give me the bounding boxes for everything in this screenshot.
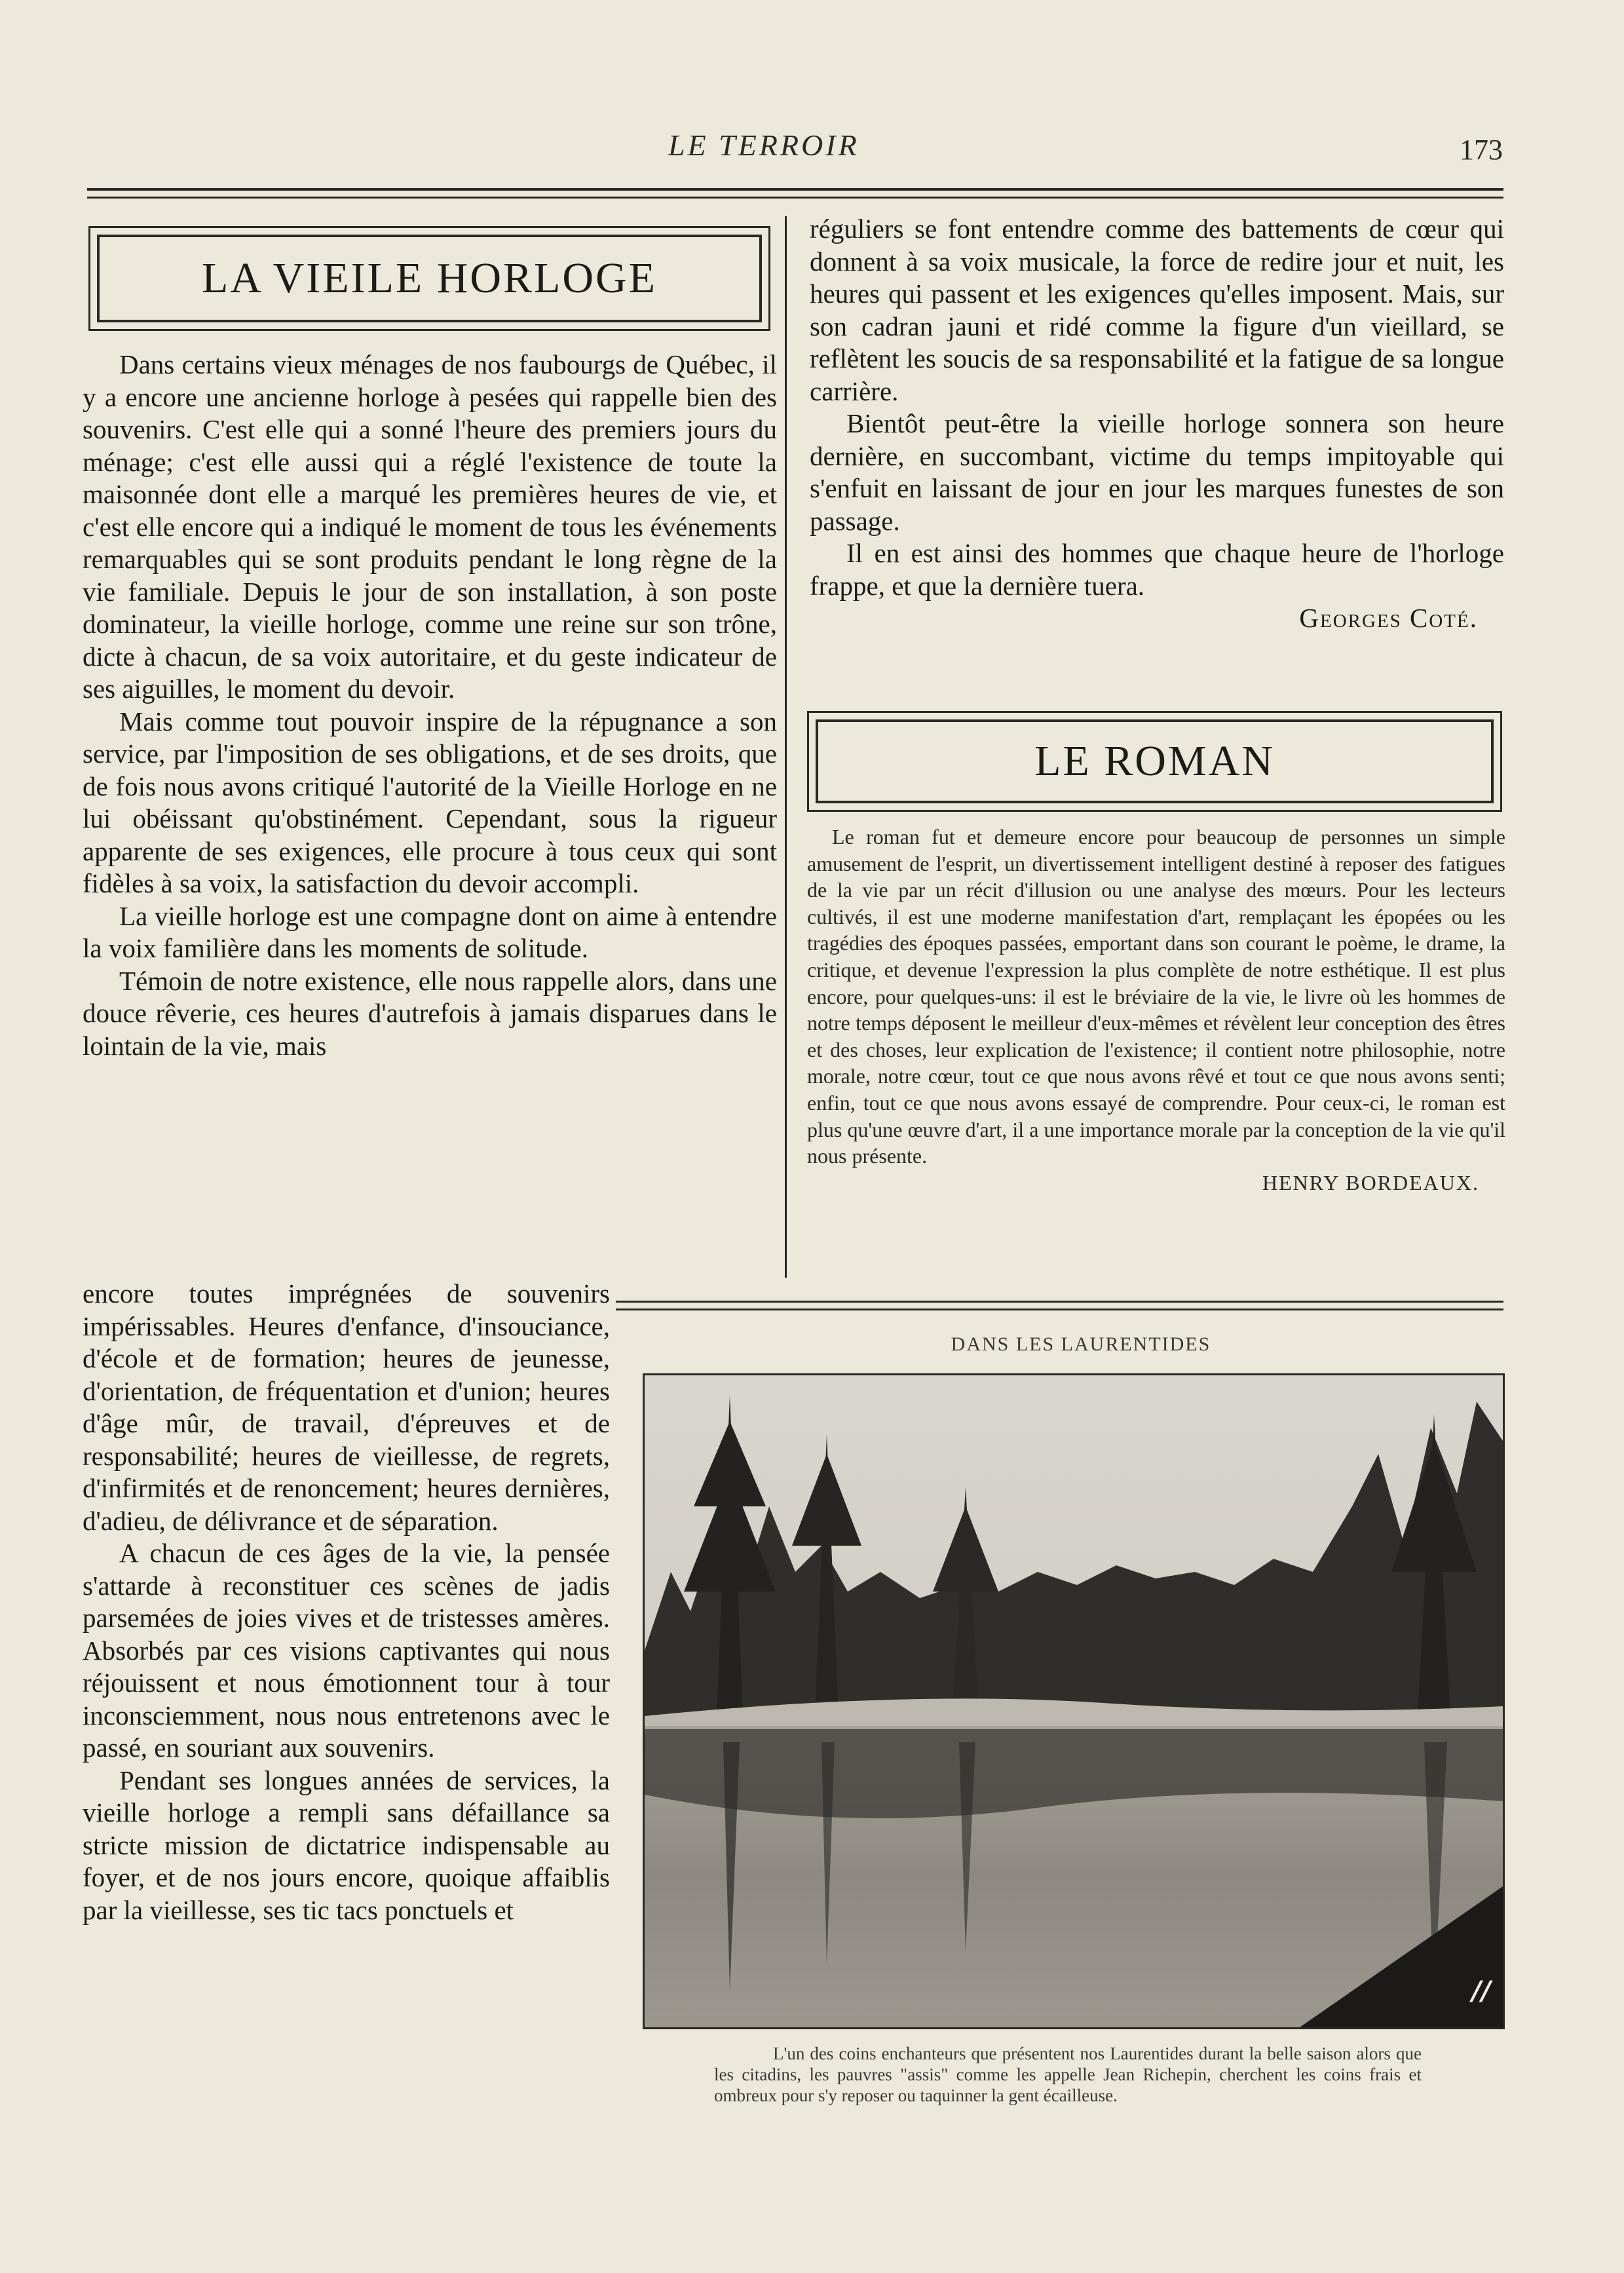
article-paragraph: Mais comme tout pouvoir inspire de la répugnance a son service, par l'imposition de ses obligations, et de ses droits, que de fois nous avons critiqué l'autorité de la Vieille Horloge en ne lui obéissant qu'obstinément. Cependant, sous la rigueur apparente de ses exigences, elle procure à tous ceux qui sont fidèles à sa voix, la satisfaction du devoir accompli.: [83, 706, 777, 898]
article-author: Georges Coté.: [1299, 603, 1478, 633]
article-paragraph: La vieille horloge est une compagne dont on aime à entendre la voix familière dans les moments de solitude.: [83, 900, 777, 963]
roman-title-box: [816, 719, 1494, 803]
roman-body: [807, 824, 1505, 1196]
page-number: 173: [1460, 134, 1503, 166]
header-rule-top: [87, 188, 1503, 191]
article-paragraph: Témoin de notre existence, elle nous rappelle alors, dans une douce rêverie, ces heures d'autrefois à jamais disparues dans le lointain de la vie, mais: [83, 965, 777, 1061]
article-left-column: [83, 349, 777, 1062]
article-paragraph: Dans certains vieux ménages de nos faubourgs de Québec, il y a encore une ancienne horloge à pesées qui rappelle bien des souvenirs. C'est elle qui a sonné l'heure des premiers jours du ménage; c'est elle aussi qui a réglé l'existence de toute la maisonnée dont elle a marqué les premières heures de vie, et c'est elle encore qui a indiqué le moment de tous les événements remarquables qui se sont produits pendant le long règne de la vie familiale. Depuis le jour de son installation, à son poste dominateur, la vieille horloge, comme une reine sur son trône, dicte à chacun, de sa voix autoritaire, et du geste indicateur de ses aiguilles, le moment du devoir.: [83, 349, 777, 704]
roman-title: LE ROMAN: [1034, 737, 1275, 785]
article-left-narrow-column: [83, 1278, 610, 1926]
photo-caption: [714, 2043, 1422, 2106]
article-title: LA VIEILE HORLOGE: [201, 254, 657, 302]
article-right-column: [810, 213, 1504, 635]
landscape-photo: [643, 1373, 1505, 2029]
article-paragraph: Bientôt peut-être la vieille horloge sonnera son heure dernière, en succombant, victime du temps impitoyable qui s'enfuit en laissant de jour en jour les marques funestes de son passage.: [810, 408, 1504, 536]
photo-caption-text: L'un des coins enchanteurs que présentent nos Laurentides durant la belle saison alors que les citadins, les pauvres "assis" comme les appelle Jean Richepin, cherchent les coins frais et ombreux pour s'y reposer ou taquinner la gent écailleuse.: [714, 2044, 1422, 2105]
roman-author: HENRY BORDEAUX.: [1262, 1170, 1479, 1194]
article-paragraph: encore toutes imprégnées de souvenirs impérissables. Heures d'enfance, d'insouciance, d'école et de formation; heures de jeunesse, d'orientation, de fréquentation et d'union; heures d'âge mûr, de travail, d'épreuves et de responsabilité; heures de vieillesse, de regrets, d'infirmités et de renoncement; heures dernières, d'adieu, de délivrance et de séparation.: [83, 1278, 610, 1536]
photo-rule-bottom: [616, 1308, 1503, 1310]
photo-engraver-mark: //: [1471, 1976, 1491, 2006]
running-head-title: LE TERROIR: [668, 128, 859, 162]
landscape-photo-image: [645, 1375, 1503, 2027]
article-paragraph: A chacun de ces âges de la vie, la pensée s'attarde à reconstituer ces scènes de jadis parsemées de joies vives et de tristesses amères. Absorbés par ces visions captivantes qui nous réjouissent et nous émotionnent tour à tour inconsciemment, nous nous entretenons avec le passé, en souriant aux souvenirs.: [83, 1538, 610, 1763]
roman-text: Le roman fut et demeure encore pour beaucoup de personnes un simple amusement de l'esprit, un divertissement intelligent destiné à reposer des fatigues de la vie par un récit d'illusion ou une analyse des mœurs. Pour les lecteurs cultivés, il est une moderne manifestation d'art, remplaçant les épopées ou les tragédies des époques passées, emportant dans son courant le poème, le drame, la critique, et devenue l'expression la plus complète de notre esthétique. Il est plus encore, pour quelques-uns: il est le bréviaire de la vie, le livre où les hommes de notre temps déposent le meilleur d'eux-mêmes et révèlent leur conception des êtres et des choses, leur explication de l'existence; il contient notre philosophie, notre morale, notre cœur, tout ce que nous avons rêvé et tout ce que nous avons senti; enfin, tout ce que nous avons essayé de comprendre. Pour ceux-ci, le roman est plus qu'une œuvre d'art, il a une importance morale par la conception de la vie qu'il nous présente.: [807, 825, 1505, 1168]
photo-rule-top: [616, 1301, 1503, 1303]
article-title-box: [97, 235, 762, 322]
article-paragraph: Pendant ses longues années de services, la vieille horloge a rempli sans défaillance sa stricte mission de dictatrice indispensable au foyer, et de nos jours encore, quoique affaiblis par la vieillesse, ses tic tacs ponctuels et: [83, 1765, 610, 1925]
article-paragraph: Il en est ainsi des hommes que chaque heure de l'horloge frappe, et que la dernière tuera.: [810, 538, 1504, 601]
article-paragraph: réguliers se font entendre comme des battements de cœur qui donnent à sa voix musicale, la force de redire jour et nuit, les heures qui passent et les exigences qu'elles imposent. Mais, sur son cadran jauni et ridé comme la figure d'un vieillard, se reflètent les soucis de sa responsabilité et la fatigue de sa longue carrière.: [810, 214, 1504, 406]
column-divider: [785, 216, 787, 1278]
header-rule-bottom: [87, 197, 1503, 199]
photo-title: DANS LES LAURENTIDES: [951, 1333, 1211, 1355]
